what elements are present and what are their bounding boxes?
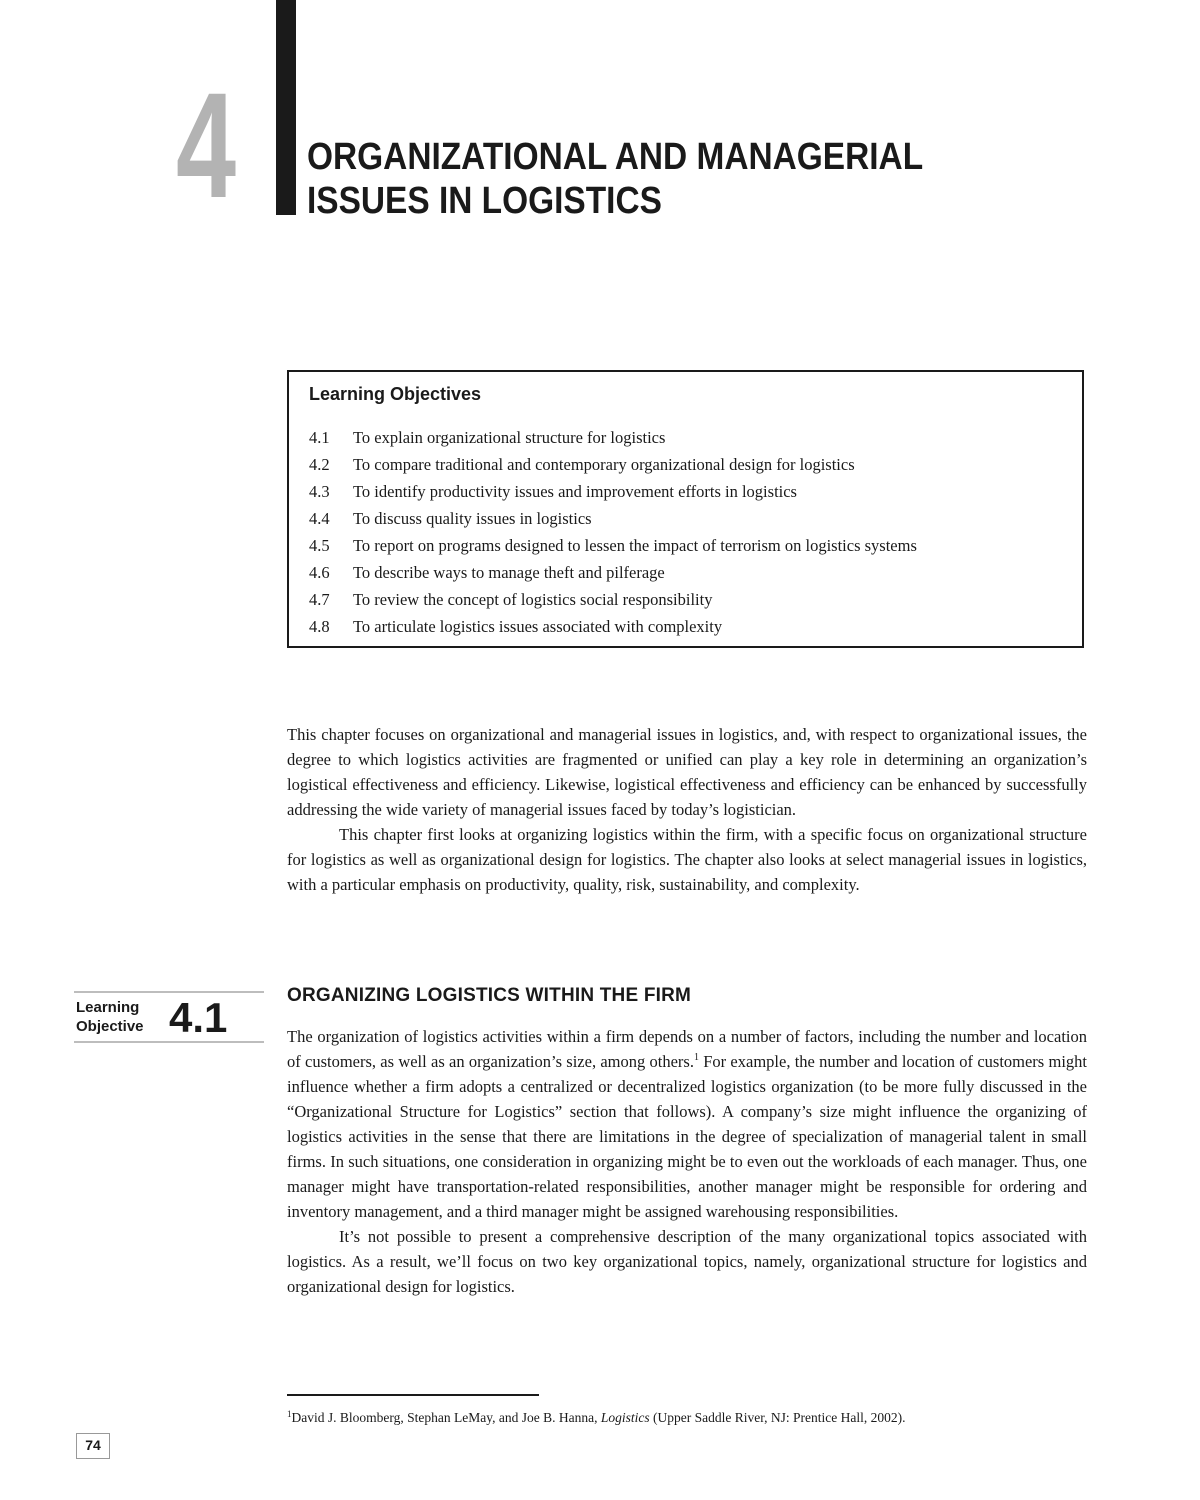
objective-number: 4.7 xyxy=(309,590,330,609)
section-paragraph-2: It’s not possible to present a comprehensive description of the many organizational topics associated with logistics. As a result, we’ll focus on two key organizational topics, namely, organizational structure for logistics and organizational design for logistics. xyxy=(287,1227,1087,1296)
chapter-title xyxy=(307,135,1011,223)
learning-objective-item xyxy=(309,451,917,478)
learning-objective-marker-number: 4.1 xyxy=(169,994,228,1041)
learning-objective-marker-label xyxy=(76,998,144,1036)
footnote-marker: 1 xyxy=(287,1409,292,1419)
objective-text: To discuss quality issues in logistics xyxy=(353,509,592,528)
objective-number: 4.2 xyxy=(309,455,330,474)
section-paragraph-1 xyxy=(287,1024,1087,1224)
objective-number: 4.3 xyxy=(309,482,330,501)
objective-number: 4.8 xyxy=(309,617,330,636)
learning-objective-item xyxy=(309,505,917,532)
learning-objective-item xyxy=(309,424,917,451)
objective-number: 4.6 xyxy=(309,563,330,582)
section-paragraph-1-text-a: The organization of logistics activities within a firm depends on a number of factors, including the number and location of customers, as well as an organization’s size, among others. xyxy=(287,1027,1087,1071)
page-number: 74 xyxy=(76,1433,110,1459)
objective-number: 4.5 xyxy=(309,536,330,555)
objective-text: To articulate logistics issues associated with complexity xyxy=(353,617,723,636)
section-heading: ORGANIZING LOGISTICS WITHIN THE FIRM xyxy=(287,985,692,1006)
objective-number: 4.4 xyxy=(309,509,330,528)
objective-text: To describe ways to manage theft and pilferage xyxy=(353,563,665,582)
chapter-number: 4 xyxy=(176,61,234,229)
objective-text: To identify productivity issues and improvement efforts in logistics xyxy=(353,482,797,501)
learning-objectives-list xyxy=(309,424,917,640)
chapter-divider-bar xyxy=(276,0,296,215)
chapter-title-line-2: ISSUES IN LOGISTICS xyxy=(307,180,662,222)
footnote-text-a: David J. Bloomberg, Stephan LeMay, and Joe B. Hanna, xyxy=(291,1410,601,1425)
learning-objective-item xyxy=(309,559,917,586)
intro-paragraph-2: This chapter first looks at organizing logistics within the firm, with a specific focus on organizational structure for logistics as well as organizational design for logistics. The chapter also looks at select managerial issues in logistics, with a particular emphasis on productivity, quality, risk, sustainability, and complexity. xyxy=(287,825,1087,894)
learning-objectives-heading: Learning Objectives xyxy=(309,384,482,404)
objective-number: 4.1 xyxy=(309,428,330,447)
objective-text: To compare traditional and contemporary organizational design for logistics xyxy=(353,455,855,474)
objective-text: To report on programs designed to lessen the impact of terrorism on logistics systems xyxy=(353,536,917,555)
footnote-divider xyxy=(287,1394,539,1396)
learning-objectives-box xyxy=(287,370,1084,648)
intro-paragraph-1: This chapter focuses on organizational and managerial issues in logistics, and, with respect to organizational issues, the degree to which logistics activities are fragmented or unified can play a key role in determining an organization’s logistical effectiveness and efficiency. Likewise, logistical effectiveness and efficiency can be enhanced by successfully addressing the wide variety of managerial issues faced by today’s logistician. xyxy=(287,725,1087,819)
learning-objective-item xyxy=(309,478,917,505)
section-body xyxy=(287,1024,1087,1299)
chapter-title-line-1: ORGANIZATIONAL AND MANAGERIAL xyxy=(307,136,924,178)
learning-objective-item xyxy=(309,532,917,559)
footnote-book-title: Logistics xyxy=(600,1410,650,1425)
footnote-text-b: (Upper Saddle River, NJ: Prentice Hall, 2002). xyxy=(649,1410,906,1425)
footnote xyxy=(287,1408,1087,1428)
learning-objective-item xyxy=(309,613,917,640)
footnote-reference: 1 xyxy=(693,1052,699,1063)
objective-text: To review the concept of logistics social responsibility xyxy=(353,590,713,609)
marker-label-line-1: Learning xyxy=(76,999,140,1016)
marker-label-line-2: Objective xyxy=(76,1018,144,1035)
objective-text: To explain organizational structure for logistics xyxy=(353,428,666,447)
learning-objective-marker xyxy=(74,991,264,1043)
section-paragraph-1-text-b: For example, the number and location of customers might influence whether a firm adopts a centralized or decentralized logistics organization (to be more fully discussed in the “Organizational Structure for Logistics” section that follows). A company’s size might influence the organizing of logistics activities in the sense that there are limitations in the degree of specialization of managerial talent in small firms. In such situations, one consideration in organizing might be to even out the workloads of each manager. Thus, one manager might have transportation-related responsibilities, another manager might be responsible for ordering and inventory management, and a third manager might be assigned warehousing responsibilities. xyxy=(287,1052,1087,1221)
chapter-introduction xyxy=(287,722,1087,897)
learning-objective-item xyxy=(309,586,917,613)
